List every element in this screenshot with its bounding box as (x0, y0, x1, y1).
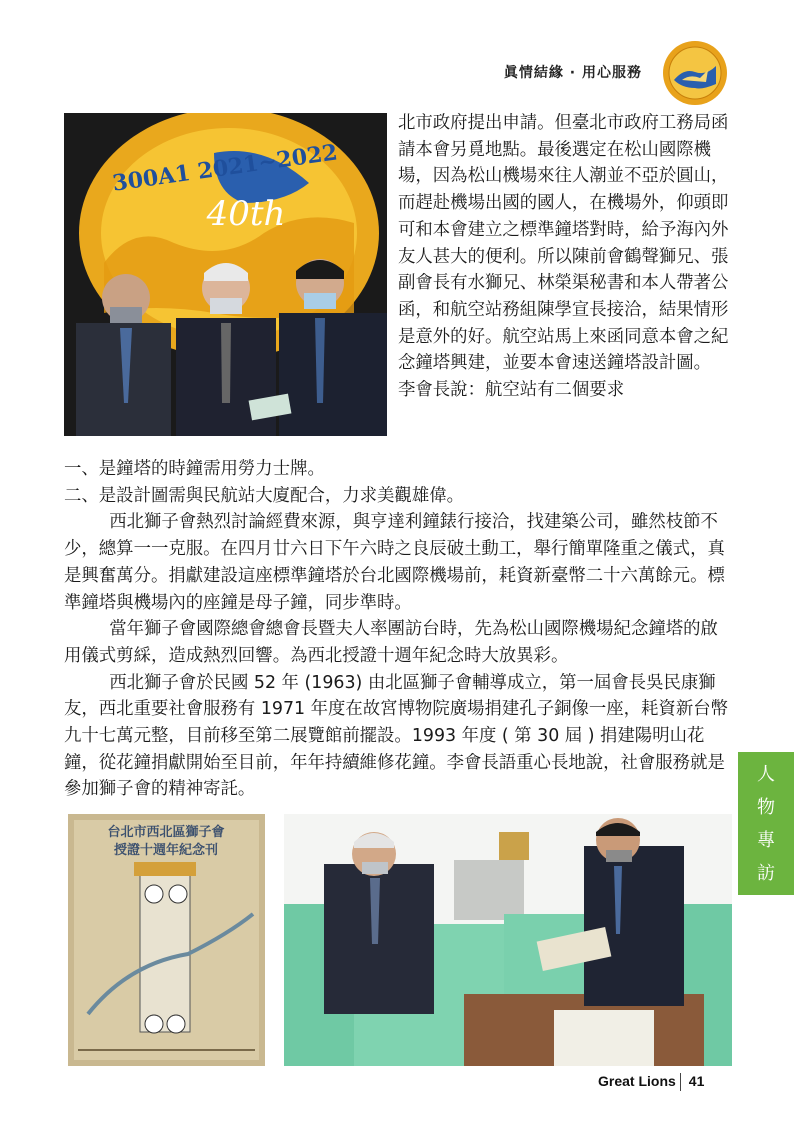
photo-anniversary-poster (68, 814, 265, 1066)
photo-interview-meeting (284, 814, 732, 1066)
article-side-column (398, 110, 734, 404)
list-item: 一、是鐘塔的時鐘需用勞力士牌。 (64, 459, 325, 479)
magazine-name: Great Lions (598, 1073, 676, 1089)
section-tab-interview (738, 752, 794, 895)
badge-anniversary-text: 40th (206, 194, 286, 234)
page-number: 41 (688, 1073, 705, 1089)
paragraph: 當年獅子會國際總會總會長暨夫人率團訪台時，先為松山國際機場紀念鐘塔的啟用儀式剪綵，造成熱烈回響。為西北授證十週年紀念時大放異彩。 (64, 619, 718, 666)
running-header-title: 眞情結緣 · 用心服務 (503, 65, 642, 81)
poster-title-line1: 台北市西北區獅子會 (107, 825, 225, 840)
article-body (64, 456, 734, 803)
section-tab-char: 物 (757, 796, 775, 818)
footer-divider (680, 1073, 681, 1091)
section-tab-char: 專 (757, 829, 775, 851)
photo-donation-ceremony (64, 113, 387, 436)
badge-year-text: 300A1 2021~2022 (110, 139, 340, 197)
paragraph: 西北獅子會於民國 52 年 (1963) 由北區獅子會輔導成立，第一屆會長吳民康獅友，西北重要社會服務有 1971 年度在故宮博物院廣場捐建孔子銅像一座，耗資新台幣九十七萬元整，目前移至第二展覽館前擺設。1993 年度 ( 第 30 屆 ) 捐建陽明山花鐘，從花鐘捐獻開始至目前，年年持續維修花鐘。李會長語重心長地說，社會服務就是參加獅子會的精神寄託。 (64, 672, 728, 800)
paragraph: 李會長說：航空站有二個要求 (398, 380, 625, 401)
list-item: 二、是設計圖需與民航站大廈配合，力求美觀雄偉。 (64, 485, 464, 506)
section-tab-char: 訪 (757, 862, 775, 884)
poster-title-line2: 授證十週年紀念刊 (113, 843, 219, 858)
page-footer (598, 1073, 704, 1091)
paragraph: 西北獅子會熱烈討論經費來源，與亨達利鐘錶行接洽，找建築公司，雖然枝節不少，總算一一克服。在四月廿六日下午六時之良辰破土動工，舉行簡單隆重之儀式，真是興奮萬分。捐獻建設這座標準鐘塔於台北國際機場前，耗資新臺幣二十六萬餘元。標準鐘塔與機場內的座鐘是母子鐘，同步準時。 (64, 512, 725, 613)
section-tab-char: 人 (757, 763, 775, 785)
district-logo (662, 40, 728, 106)
paragraph: 北市政府提出申請。但臺北市政府工務局函請本會另覓地點。最後選定在松山國際機場，因為松山機場來往人潮並不亞於圓山，而趕赴機場出國的國人，在機場外，仰頭即可和本會建立之標準鐘塔對時，給予海內外友人甚大的便利。所以陳前會鶴聲獅兄、張副會長有水獅兄、林榮渠秘書和本人帶著公函，和航空站務組陳學宣長接洽，結果情形是意外的好。航空站馬上來函同意本會之紀念鐘塔興建，並要本會速送鐘塔設計圖。 (398, 113, 729, 374)
